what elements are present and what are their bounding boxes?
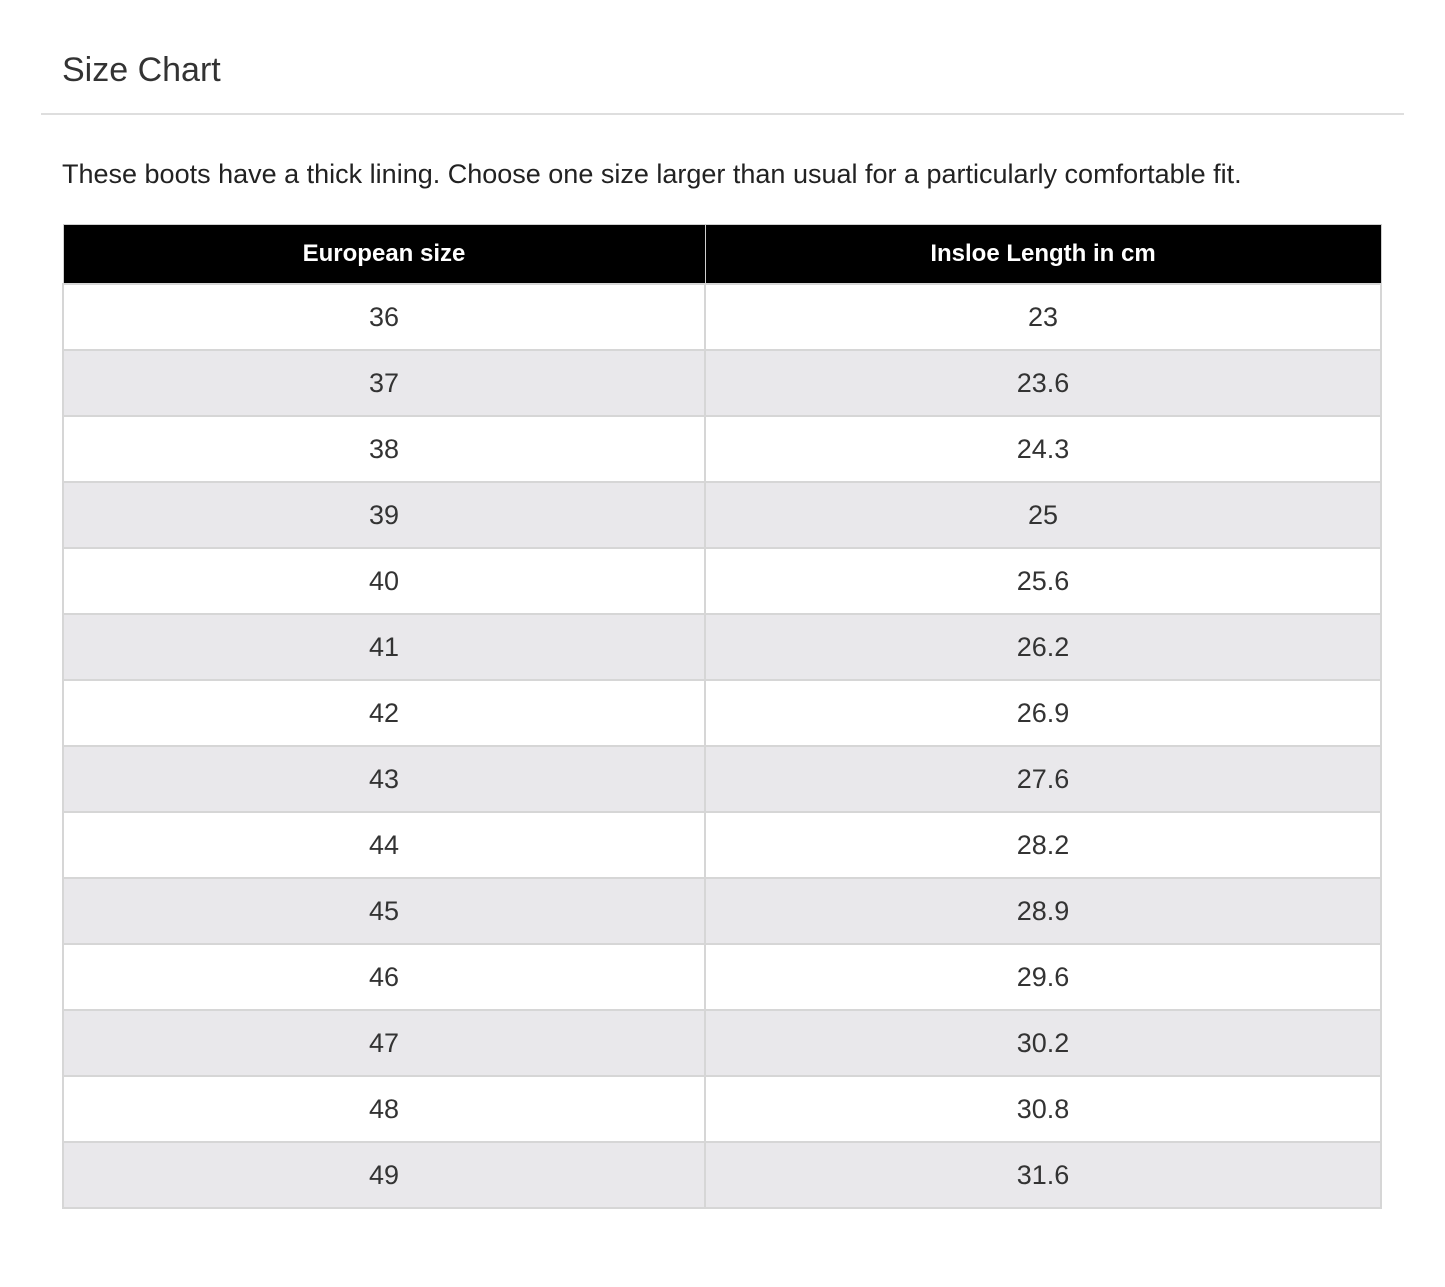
table-row bbox=[63, 350, 1381, 416]
size-table bbox=[62, 224, 1382, 1209]
table-body bbox=[63, 284, 1381, 1208]
cell-european-size: 44 bbox=[63, 812, 705, 878]
cell-insole-length: 24.3 bbox=[705, 416, 1381, 482]
header-insole-length: Insloe Length in cm bbox=[705, 225, 1381, 285]
cell-european-size: 46 bbox=[63, 944, 705, 1010]
table-row bbox=[63, 548, 1381, 614]
table-row bbox=[63, 614, 1381, 680]
table-row bbox=[63, 746, 1381, 812]
table-row bbox=[63, 482, 1381, 548]
table-row bbox=[63, 416, 1381, 482]
title-divider bbox=[41, 113, 1404, 115]
cell-european-size: 40 bbox=[63, 548, 705, 614]
cell-insole-length: 26.2 bbox=[705, 614, 1381, 680]
cell-insole-length: 27.6 bbox=[705, 746, 1381, 812]
table-row bbox=[63, 1076, 1381, 1142]
cell-european-size: 43 bbox=[63, 746, 705, 812]
table-row bbox=[63, 284, 1381, 350]
cell-european-size: 38 bbox=[63, 416, 705, 482]
cell-insole-length: 23.6 bbox=[705, 350, 1381, 416]
header-european-size: European size bbox=[63, 225, 705, 285]
cell-insole-length: 30.2 bbox=[705, 1010, 1381, 1076]
cell-insole-length: 25.6 bbox=[705, 548, 1381, 614]
cell-european-size: 49 bbox=[63, 1142, 705, 1208]
cell-insole-length: 25 bbox=[705, 482, 1381, 548]
cell-european-size: 48 bbox=[63, 1076, 705, 1142]
table-header-row bbox=[63, 225, 1381, 285]
cell-insole-length: 28.2 bbox=[705, 812, 1381, 878]
cell-european-size: 39 bbox=[63, 482, 705, 548]
cell-european-size: 36 bbox=[63, 284, 705, 350]
cell-insole-length: 28.9 bbox=[705, 878, 1381, 944]
page-title: Size Chart bbox=[62, 51, 221, 89]
table-row bbox=[63, 1142, 1381, 1208]
cell-insole-length: 31.6 bbox=[705, 1142, 1381, 1208]
table-row bbox=[63, 812, 1381, 878]
table-row bbox=[63, 878, 1381, 944]
cell-insole-length: 23 bbox=[705, 284, 1381, 350]
table-row bbox=[63, 680, 1381, 746]
cell-insole-length: 29.6 bbox=[705, 944, 1381, 1010]
table-row bbox=[63, 944, 1381, 1010]
cell-european-size: 45 bbox=[63, 878, 705, 944]
cell-european-size: 41 bbox=[63, 614, 705, 680]
table-row bbox=[63, 1010, 1381, 1076]
cell-insole-length: 26.9 bbox=[705, 680, 1381, 746]
cell-european-size: 42 bbox=[63, 680, 705, 746]
cell-insole-length: 30.8 bbox=[705, 1076, 1381, 1142]
cell-european-size: 37 bbox=[63, 350, 705, 416]
cell-european-size: 47 bbox=[63, 1010, 705, 1076]
fit-note: These boots have a thick lining. Choose one size larger than usual for a particularly comfortable fit. bbox=[62, 159, 1242, 189]
